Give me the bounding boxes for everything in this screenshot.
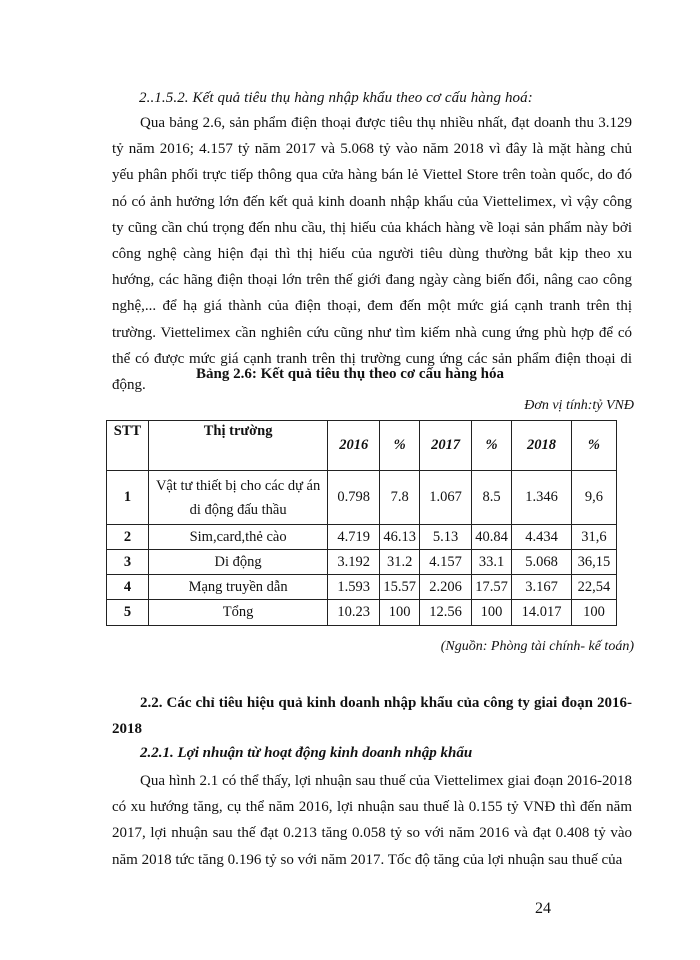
row-pct-2018: 22,54	[571, 575, 616, 600]
row-market: Di động	[148, 550, 327, 575]
row-value-2016: 1.593	[328, 575, 380, 600]
header-pct-2018: %	[571, 421, 616, 471]
row-stt: 4	[107, 575, 149, 600]
row-pct-2016: 7.8	[380, 471, 420, 525]
row-value-2017: 4.157	[420, 550, 472, 575]
row-pct-2016: 15.57	[380, 575, 420, 600]
row-pct-2018: 9,6	[571, 471, 616, 525]
header-2017: 2017	[420, 421, 472, 471]
row-market: Vật tư thiết bị cho các dự án di động đấu thầu	[148, 471, 327, 525]
row-value-2016: 0.798	[328, 471, 380, 525]
row-value-2018: 1.346	[512, 471, 572, 525]
row-value-2018: 3.167	[512, 575, 572, 600]
row-stt: 3	[107, 550, 149, 575]
row-market: Tổng	[148, 600, 327, 626]
row-value-2018: 5.068	[512, 550, 572, 575]
page-number: 24	[535, 900, 551, 917]
row-value-2018: 4.434	[512, 525, 572, 550]
row-value-2017: 5.13	[420, 525, 472, 550]
row-pct-2018: 31,6	[571, 525, 616, 550]
results-table	[106, 420, 617, 626]
table-row	[107, 600, 617, 626]
row-market: Mạng truyền dẫn	[148, 575, 327, 600]
section-2-2-1-heading: 2.2.1. Lợi nhuận từ hoạt động kinh doanh nhập khẩu	[140, 745, 473, 761]
row-pct-2016: 31.2	[380, 550, 420, 575]
row-stt: 2	[107, 525, 149, 550]
row-value-2017: 12.56	[420, 600, 472, 626]
row-pct-2017: 100	[472, 600, 512, 626]
row-pct-2017: 40.84	[472, 525, 512, 550]
paragraph-1	[112, 110, 632, 398]
row-stt: 1	[107, 471, 149, 525]
header-stt: STT	[107, 421, 149, 471]
header-2018: 2018	[512, 421, 572, 471]
row-pct-2018: 36,15	[571, 550, 616, 575]
table-caption: Bảng 2.6: Kết quả tiêu thụ theo cơ cấu hàng hóa	[196, 366, 504, 382]
row-pct-2016: 100	[380, 600, 420, 626]
table-row	[107, 575, 617, 600]
row-stt: 5	[107, 600, 149, 626]
table-row	[107, 525, 617, 550]
section-2-2-text: 2.2. Các chỉ tiêu hiệu quả kinh doanh nhập khẩu của công ty giai đoạn 2016-2018	[112, 695, 632, 737]
row-pct-2017: 8.5	[472, 471, 512, 525]
table-row	[107, 550, 617, 575]
row-pct-2016: 46.13	[380, 525, 420, 550]
header-pct-2017: %	[472, 421, 512, 471]
header-pct-2016: %	[380, 421, 420, 471]
row-pct-2017: 17.57	[472, 575, 512, 600]
row-value-2018: 14.017	[512, 600, 572, 626]
row-value-2016: 10.23	[328, 600, 380, 626]
row-value-2017: 1.067	[420, 471, 472, 525]
paragraph-2	[112, 768, 632, 873]
table-row	[107, 471, 617, 525]
row-value-2016: 4.719	[328, 525, 380, 550]
row-pct-2017: 33.1	[472, 550, 512, 575]
header-market: Thị trường	[148, 421, 327, 471]
row-market: Sim,card,thẻ cào	[148, 525, 327, 550]
table-source: (Nguồn: Phòng tài chính- kế toán)	[440, 639, 634, 654]
row-value-2017: 2.206	[420, 575, 472, 600]
section-heading-2-1-5-2: 2..1.5.2. Kết quả tiêu thụ hàng nhập khẩu theo cơ cấu hàng hoá:	[139, 90, 533, 106]
section-2-2-heading	[112, 690, 632, 742]
table-header-row	[107, 421, 617, 471]
paragraph-1-text: Qua bảng 2.6, sản phẩm điện thoại được tiêu thụ nhiều nhất, đạt doanh thu 3.129 tỷ năm 2016; 4.157 tỷ năm 2017 và 5.068 tỷ vào năm 2018 vì đây là mặt hàng chủ yếu phân phối trực tiếp thông qua cửa hàng bán lẻ Viettel Store trên toàn quốc, do đó nó có ảnh hưởng lớn đến kết quả kinh doanh nhập khẩu của Viettelimex, vì vậy công ty cũng cần chú trọng đến nhu cầu, thị hiếu của khách hàng về loại sản phẩm này bởi công nghệ càng hiện đại thì thị hiếu của người tiêu dùng thường bắt kịp theo xu hướng, các hãng điện thoại lớn trên thế giới đang ngày càng biến đổi, nâng cao công nghệ,... để hạ giá thành của điện thoại, đem đến một mức giá cạnh tranh trên thị trường. Viettelimex cần nghiên cứu cũng như tìm kiếm nhà cung ứng phù hợp để có thể có được mức giá cạnh tranh trên thị trường cung ứng các sản phẩm điện thoại di động.	[112, 115, 632, 394]
paragraph-2-text: Qua hình 2.1 có thể thấy, lợi nhuận sau thuế của Viettelimex giai đoạn 2016-2018 có xu hướng tăng, cụ thể năm 2016, lợi nhuận sau thuế là 0.155 tỷ VNĐ thì đến năm 2017, lợi nhuận sau thế đạt 0.213 tăng 0.058 tỷ so với năm 2016 và đạt 0.408 tỷ vào năm 2018 tức tăng 0.196 tỷ so với năm 2017. Tốc độ tăng của lợi nhuận sau thuế của	[112, 773, 632, 868]
header-2016: 2016	[328, 421, 380, 471]
row-value-2016: 3.192	[328, 550, 380, 575]
row-pct-2018: 100	[571, 600, 616, 626]
table-unit: Đơn vị tính:tỷ VNĐ	[524, 398, 634, 413]
